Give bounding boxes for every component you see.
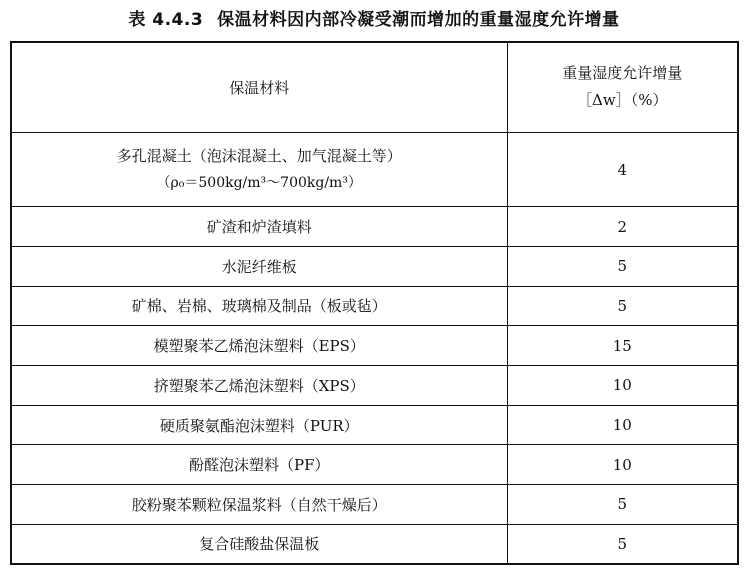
table-caption bbox=[0, 6, 748, 34]
row-material: 矿棉、岩棉、玻璃棉及制品（板或毡） bbox=[11, 286, 507, 326]
table-row bbox=[11, 246, 738, 286]
table-row bbox=[11, 286, 738, 326]
row-material-note: （ρ₀＝500kg/m³～700kg/m³） bbox=[156, 174, 362, 191]
table-row bbox=[11, 326, 738, 366]
table-row bbox=[11, 405, 738, 445]
row-value: 10 bbox=[507, 405, 738, 445]
row-value: 2 bbox=[507, 207, 738, 247]
row-material: 挤塑聚苯乙烯泡沫塑料（XPS） bbox=[11, 366, 507, 406]
header-increment-line1: 重量湿度允许增量 bbox=[562, 64, 683, 83]
header-material: 保温材料 bbox=[11, 42, 507, 132]
row-material: 硬质聚氨酯泡沫塑料（PUR） bbox=[11, 405, 507, 445]
row-value: 5 bbox=[507, 286, 738, 326]
row-value: 10 bbox=[507, 445, 738, 485]
row-material: 水泥纤维板 bbox=[11, 246, 507, 286]
table-row bbox=[11, 485, 738, 525]
row-value: 4 bbox=[507, 132, 738, 206]
table-title: 保温材料因内部冷凝受潮而增加的重量湿度允许增量 bbox=[217, 10, 620, 30]
table-row bbox=[11, 445, 738, 485]
table-number: 表 4.4.3 bbox=[128, 10, 204, 30]
table-row bbox=[11, 207, 738, 247]
row-material-name: 多孔混凝土（泡沫混凝土、加气混凝土等） bbox=[116, 146, 402, 165]
row-value: 5 bbox=[507, 524, 738, 564]
moisture-increment-table bbox=[10, 41, 739, 565]
row-material: 矿渣和炉渣填料 bbox=[11, 207, 507, 247]
row-value: 5 bbox=[507, 246, 738, 286]
row-material: 模塑聚苯乙烯泡沫塑料（EPS） bbox=[11, 326, 507, 366]
row-value: 10 bbox=[507, 366, 738, 406]
row-material: 复合硅酸盐保温板 bbox=[11, 524, 507, 564]
header-increment-line2: ［Δw］（%） bbox=[577, 91, 668, 110]
header-increment bbox=[507, 42, 738, 132]
table-header-row bbox=[11, 42, 738, 132]
row-value: 15 bbox=[507, 326, 738, 366]
row-value: 5 bbox=[507, 485, 738, 525]
table-row bbox=[11, 524, 738, 564]
row-material: 胶粉聚苯颗粒保温浆料（自然干燥后） bbox=[11, 485, 507, 525]
row-material: 酚醛泡沫塑料（PF） bbox=[11, 445, 507, 485]
row-material bbox=[11, 132, 507, 206]
table-row bbox=[11, 366, 738, 406]
table-row bbox=[11, 132, 738, 206]
